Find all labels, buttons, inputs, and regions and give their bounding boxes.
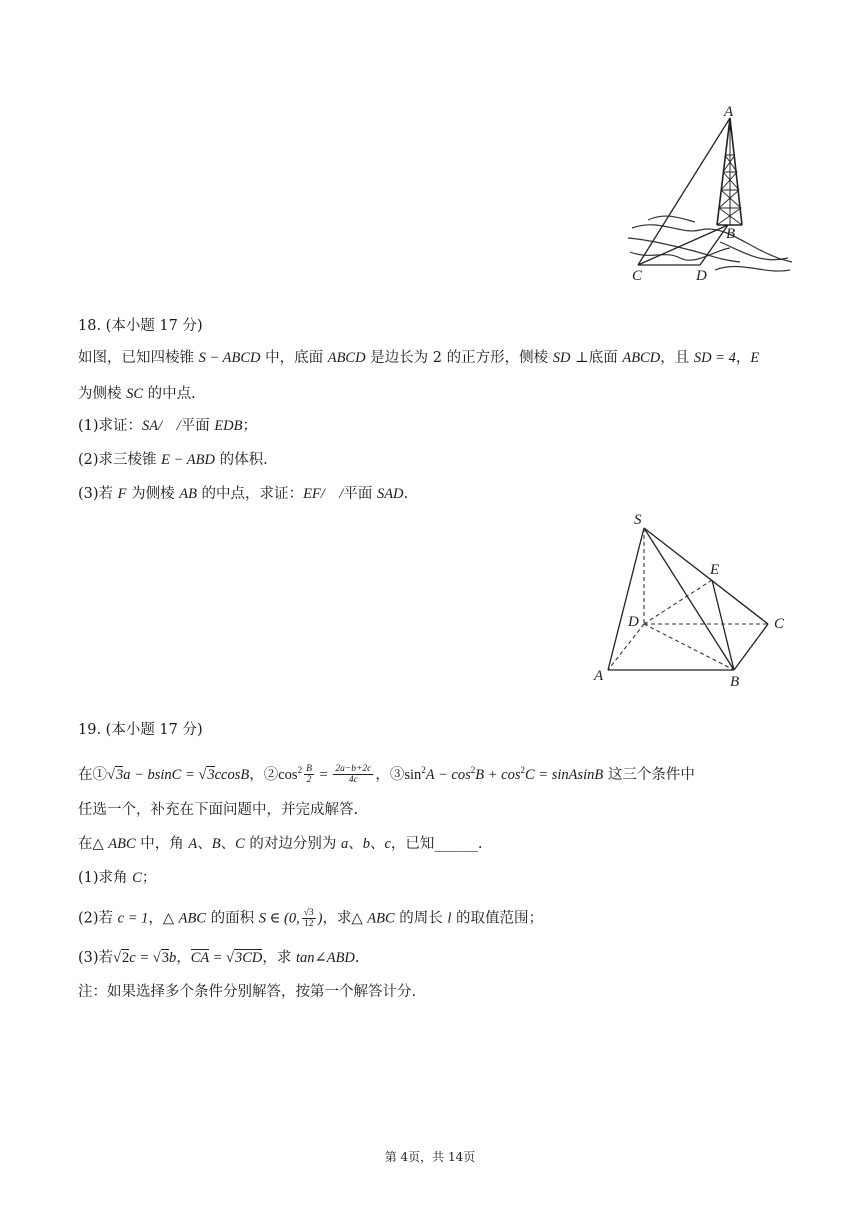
page-footer: 第 4页，共 14页 bbox=[384, 1150, 476, 1164]
q19-conditions: 在①√3a − bsinC = √3ccosB，$②\cos^2$ $\frac{B}{2}$ = $\frac{2a-b+2c}{4c}$ ，$③\sin^2A - \cos^2B + \cos^2C$ = sinAsinB 这三个条件中 bbox=[78, 764, 695, 786]
q18-part1: (1)求证：SA/ /平面 EDB； bbox=[78, 418, 258, 434]
label-b: B bbox=[726, 226, 736, 242]
q19-part3: (3)若√2c = √3b，CA = √3CD，求 tan∠ABD. bbox=[78, 950, 360, 966]
q19-part1: (1)求角 C； bbox=[78, 870, 157, 886]
label-c: C bbox=[774, 616, 785, 632]
q19-line2: 任选一个，补充在下面问题中，并完成解答. bbox=[78, 802, 359, 818]
label-s: S bbox=[634, 512, 642, 528]
q19-line3: 在△ ABC 中，角 A、B、C 的对边分别为 a、b、c，已知______. bbox=[78, 836, 483, 852]
label-c: C bbox=[632, 268, 643, 284]
pyramid-figure bbox=[588, 508, 798, 693]
label-e: E bbox=[710, 562, 720, 578]
q18-stem-line2: 为侧棱 SC 的中点. bbox=[78, 386, 196, 402]
label-b: B bbox=[730, 674, 740, 690]
q19-header: 19. (本小题 17 分) bbox=[78, 722, 203, 738]
q19-note: 注：如果选择多个条件分别解答，按第一个解答计分. bbox=[78, 984, 417, 1000]
q18-header: 18. (本小题 17 分) bbox=[78, 318, 203, 334]
tower-figure bbox=[620, 100, 800, 290]
q18-stem-line1: 如图，已知四棱锥 S − ABCD 中，底面 ABCD 是边长为 2 的正方形，侧棱 SD ⊥底面 ABCD，且 SD = 4，E bbox=[78, 350, 760, 366]
q19-part2: (2)若 c = 1，△ ABC 的面积 S ∈ (0, $\frac{√3}{12}$ )，求△ ABC 的周长 l 的取值范围； bbox=[78, 908, 544, 929]
label-d: D bbox=[696, 268, 707, 284]
label-a: A bbox=[594, 668, 604, 684]
q18-part2: (2)求三棱锥 E − ABD 的体积. bbox=[78, 452, 268, 468]
label-d: D bbox=[628, 614, 639, 630]
q18-part3: (3)若 F 为侧棱 AB 的中点，求证：EF/ /平面 SAD. bbox=[78, 486, 409, 502]
label-a: A bbox=[724, 104, 734, 120]
